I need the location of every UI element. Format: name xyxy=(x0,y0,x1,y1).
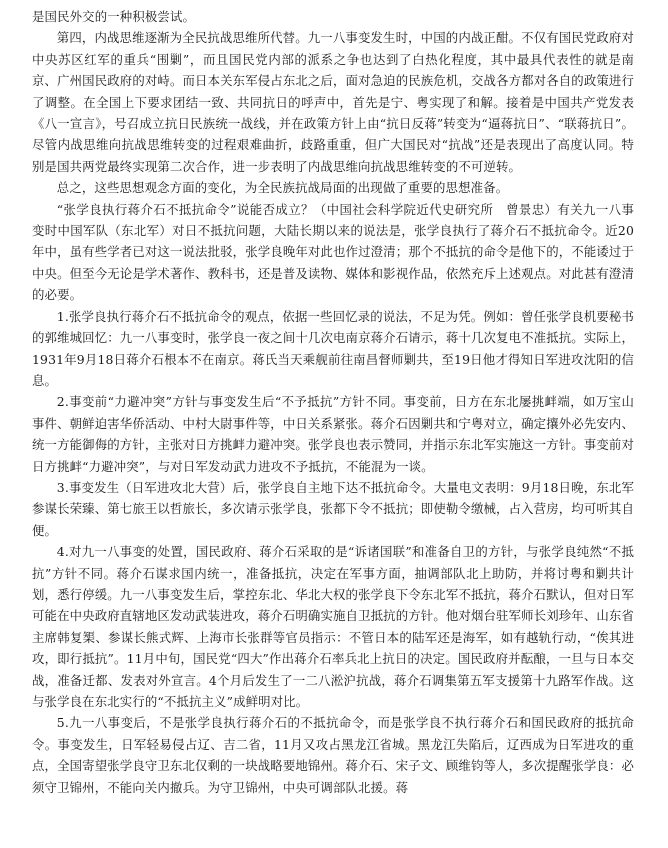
paragraph: 总之，这些思想观念方面的变化，为全民族抗战局面的出现做了重要的思想准备。 xyxy=(56,180,509,196)
paragraph: 第四，内战思维逐渐为全民抗战思维所代替。九一八事变发生时，中国的内战正酣。不仅有国民党政府对中央苏区红军的重兵“围剿”，而且国民党内部的派系之争也达到了白热化程度，其中最具代表性的就是南京、广州国民政府的对峙。而日本关东军侵占东北之后，面对急迫的民族危机，交战各方都对各自的政策进行了调整。在全国上下要求团结一致、共同抗日的呼声中，首先是宁、粤实现了和解。接着是中国共产党发表《八一宣言》，号召成立抗日民族统一战线，并在政策方针上由“抗日反蒋”转变为“逼蒋抗日”、“联蒋抗日”。尽管内战思维向抗战思维转变的过程艰难曲折，歧路重重，但广大国民对“抗战”还是表现出了高度认同。特别是国共两党最终实现第二次合作，进一步表明了内战思维向抗战思维转变的不可逆转。 xyxy=(32,30,634,174)
paragraph: 1.张学良执行蒋介石不抵抗命令的观点，依据一些回忆录的说法，不足为凭。例如：曾任张学良机要秘书的郭维城回忆：九一八事变时，张学良一夜之间十几次电南京蒋介石请示，蒋十几次复电不准抵抗。实际上，1931年9月18日蒋介石根本不在南京。蒋氏当天乘舰前往南昌督师剿共，至19日他才得知日军进攻沈阳的信息。 xyxy=(32,308,634,388)
paragraph: 是国民外交的一种积极尝试。 xyxy=(32,9,196,24)
paragraph: “张学良执行蒋介石不抵抗命令”说能否成立？（中国社会科学院近代史研究所 曾景忠）有关九一八事变时中国军队（东北军）对日不抵抗问题，大陆长期以来的说法是，张学良执行了蒋介石不抵抗命令。近20年中，虽有些学者已对这一说法批驳，张学良晚年对此也作过澄清；那个不抵抗的命令是他下的，不能诿过于中央。但至今无论是学术著作、教科书，还是普及读物、媒体和影视作品，依然充斥上述观点。对此甚有澄清的必要。 xyxy=(32,201,634,303)
paragraph: 5.九一八事变后，不是张学良执行蒋介石的不抵抗命令，而是张学良不执行蒋介石和国民政府的抵抗命令。事变发生，日军轻易侵占辽、吉二省，11月又攻占黑龙江省城。黑龙江失陷后，辽西成为日军进攻的重点，全国寄望张学良守卫东北仅剩的一块战略要地锦州。蒋介石、宋子文、顾维钧等人，多次提醒张学良：必须守卫锦州，不能向关内撤兵。为守卫锦州，中央可调部队北援。蒋 xyxy=(32,715,634,795)
paragraph: 4.对九一八事变的处置，国民政府、蒋介石采取的是“诉诸国联”和准备自卫的方针，与张学良纯然“不抵抗”方针不同。蒋介石谋求国内统一，准备抵抗，决定在军事方面，抽调部队北上助防，并将讨粤和剿共计划，悉行停缓。九一八事变发生后，掌控东北、华北大权的张学良下令东北军不抵抗，蒋介石默认，但对日军可能在中央政府直辖地区发动武装进攻，蒋介石明确实施自卫抵抗的方针。他对烟台驻军师长刘珍年、山东省主席韩复榘、参谋长熊式辉、上海市长张群等官员指示：不管日本的陆军还是海军，如有越轨行动，“俟其进攻，即行抵抗”。11月中旬，国民党“四大”作出蒋介石率兵北上抗日的决定。国民政府并酝酿，一旦与日本交战，准备迁都、发表对外宣言。4个月后发生了一二八淞沪抗战，蒋介石调集第五军支援第十九路军作战。这与张学良在东北实行的“不抵抗主义”成鲜明对比。 xyxy=(32,544,634,709)
paragraph: 3.事变发生（日军进攻北大营）后，张学良自主地下达不抵抗命令。大量电文表明：9月18日晚，东北军参谋长荣臻、第七旅王以哲旅长，多次请示张学良，张都下令不抵抗；即使勒令缴械，占入营房，均可听其自便。 xyxy=(32,479,634,538)
paragraph: 2.事变前“力避冲突”方针与事变发生后“不予抵抗”方针不同。事变前，日方在东北屡挑衅端，如万宝山事件、朝鲜迫害华侨活动、中村大尉事件等，中日关系紧张。蒋介石因剿共和宁粤对立，确定攘外必先安内、统一方能御侮的方针，主张对日方挑衅力避冲突。张学良也表示赞同，并指示东北军实施这一方针。事变前对日方挑衅“力避冲突”，与对日军发动武力进攻不予抵抗，不能混为一谈。 xyxy=(32,394,634,474)
